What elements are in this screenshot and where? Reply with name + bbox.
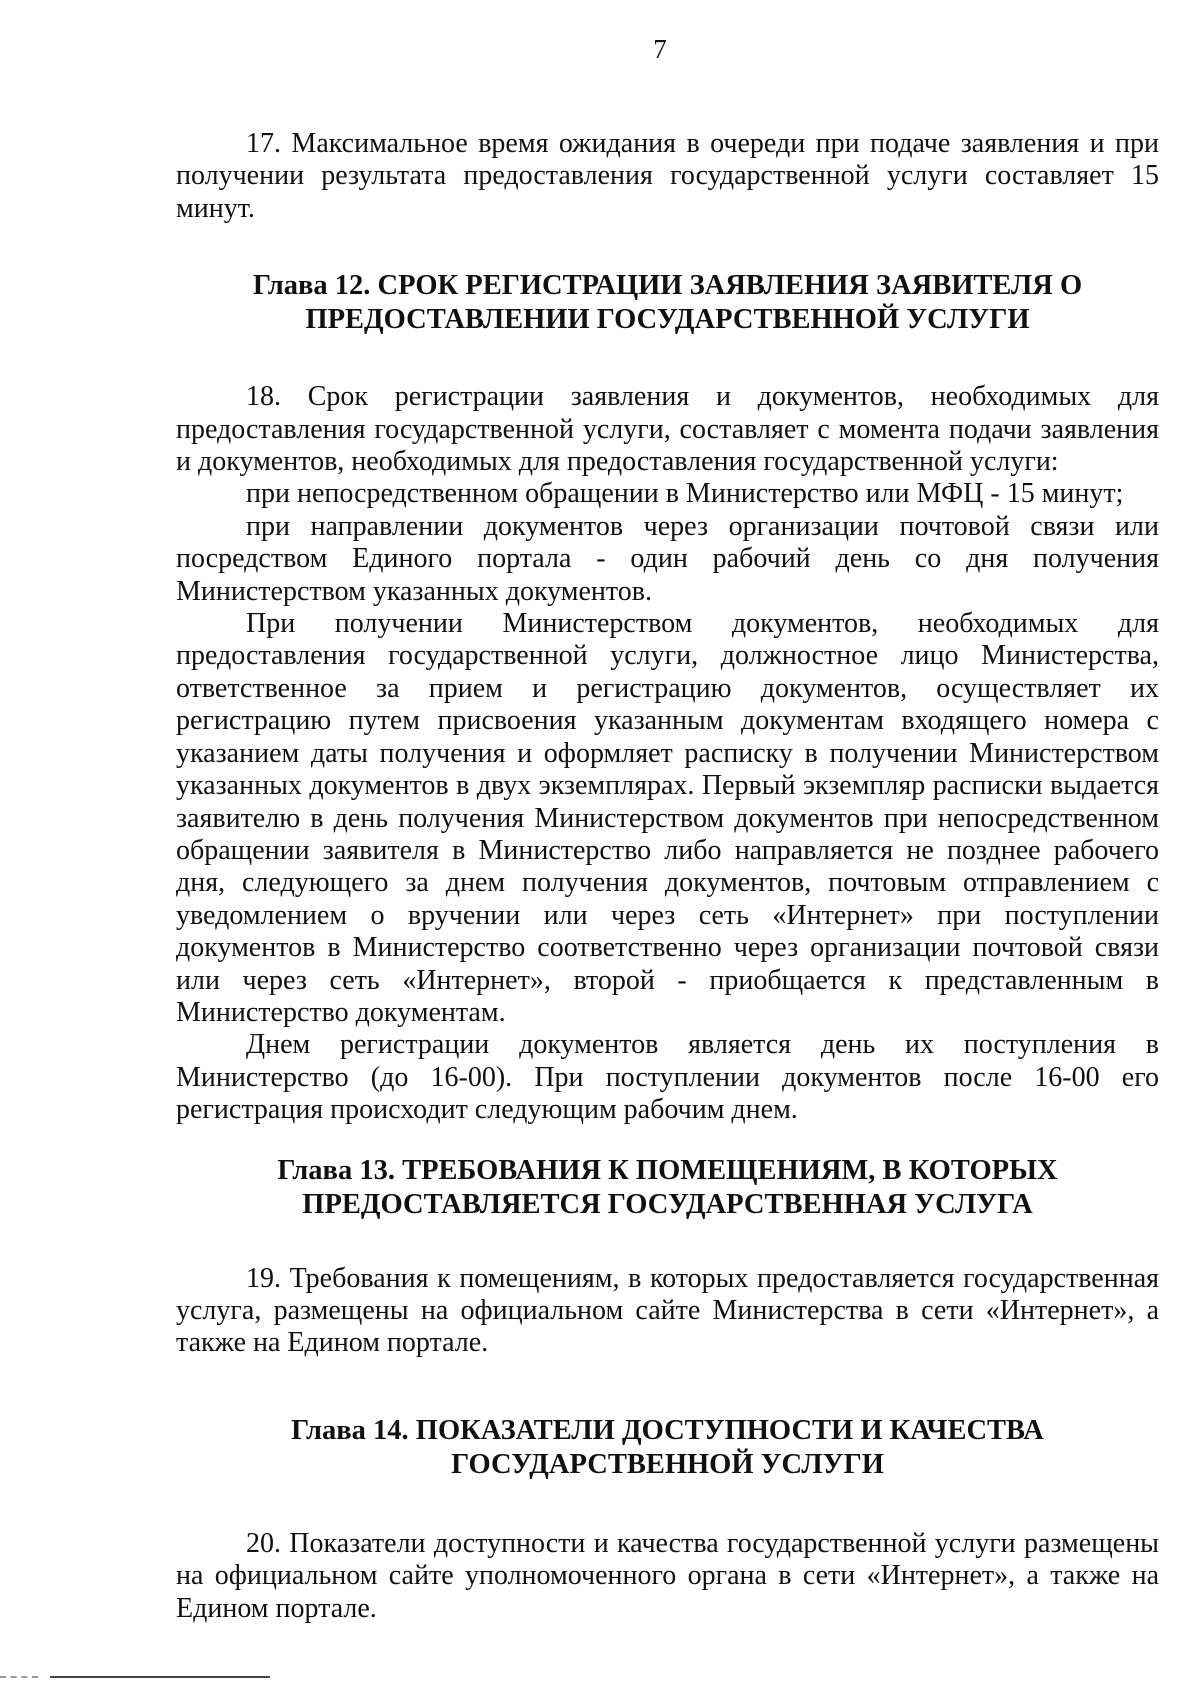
paragraph-18: 18. Срок регистрации заявления и документов, необходимых для предоставления государственной услуги, составляет с момента подачи заявления и документов, необходимых для предоставления государственной услуги: bbox=[176, 381, 1159, 478]
chapter-12-heading-line-1: Глава 12. СРОК РЕГИСТРАЦИИ ЗАЯВЛЕНИЯ ЗАЯВИТЕЛЯ О bbox=[252, 270, 1083, 302]
chapter-14-heading bbox=[176, 1414, 1159, 1482]
paragraph-18-mail: при направлении документов через организации почтовой связи или посредством Единого портала - один рабочий день со дня получения Министерством указанных документов. bbox=[176, 510, 1159, 607]
chapter-12-heading-line-2: ПРЕДОСТАВЛЕНИИ ГОСУДАРСТВЕННОЙ УСЛУГИ bbox=[305, 304, 1030, 336]
chapter-14-heading-line-1: Глава 14. ПОКАЗАТЕЛИ ДОСТУПНОСТИ И КАЧЕСТВА bbox=[291, 1414, 1044, 1446]
document-body bbox=[176, 128, 1159, 1625]
chapter-12-heading bbox=[176, 269, 1159, 337]
footer-dash-mark bbox=[0, 1676, 38, 1678]
paragraph-17: 17. Максимальное время ожидания в очереди при подаче заявления и при получении результата предоставления государственной услуги составляет 15 минут. bbox=[176, 128, 1159, 224]
chapter-13-heading bbox=[176, 1154, 1159, 1222]
footer-divider bbox=[50, 1676, 270, 1678]
paragraph-18-direct: при непосредственном обращении в Министерство или МФЦ - 15 минут; bbox=[246, 478, 1124, 510]
paragraph-20: 20. Показатели доступности и качества государственной услуги размещены на официальном сайте уполномоченного органа в сети «Интернет», а также на Едином портале. bbox=[176, 1527, 1159, 1624]
chapter-13-heading-line-2: ПРЕДОСТАВЛЯЕТСЯ ГОСУДАРСТВЕННАЯ УСЛУГА bbox=[302, 1188, 1033, 1220]
paragraph-19: 19. Требования к помещениям, в которых предоставляется государственная услуга, размещены на официальном сайте Министерства в сети «Интернет», а также на Едином портале. bbox=[176, 1262, 1159, 1359]
paragraph-18-registration-day: Днем регистрации документов является день их поступления в Министерство (до 16-00). При поступлении документов после 16-00 его регистрация происходит следующим рабочим днем. bbox=[176, 1029, 1159, 1126]
paragraph-18-receipt: При получении Министерством документов, необходимых для предоставления государственной услуги, должностное лицо Министерства, ответственное за прием и регистрацию документов, осуществляет их регистрацию путем присвоения указанным документам входящего номера с указанием даты получения и оформляет расписку в получении Министерством указанных документов в двух экземплярах. Первый экземпляр расписки выдается заявителю в день получения Министерством документов при непосредственном обращении заявителя в Министерство либо направляется не позднее рабочего дня, следующего за днем получения документов, почтовым отправлением с уведомлением о вручении или через сеть «Интернет» при поступлении документов в Министерство соответственно через организации почтовой связи или через сеть «Интернет», второй - приобщается к представленным в Министерство документам. bbox=[176, 608, 1159, 1028]
page-number: 7 bbox=[653, 34, 667, 64]
chapter-14-heading-line-2: ГОСУДАРСТВЕННОЙ УСЛУГИ bbox=[451, 1448, 884, 1480]
chapter-13-heading-line-1: Глава 13. ТРЕБОВАНИЯ К ПОМЕЩЕНИЯМ, В КОТОРЫХ bbox=[277, 1154, 1058, 1186]
